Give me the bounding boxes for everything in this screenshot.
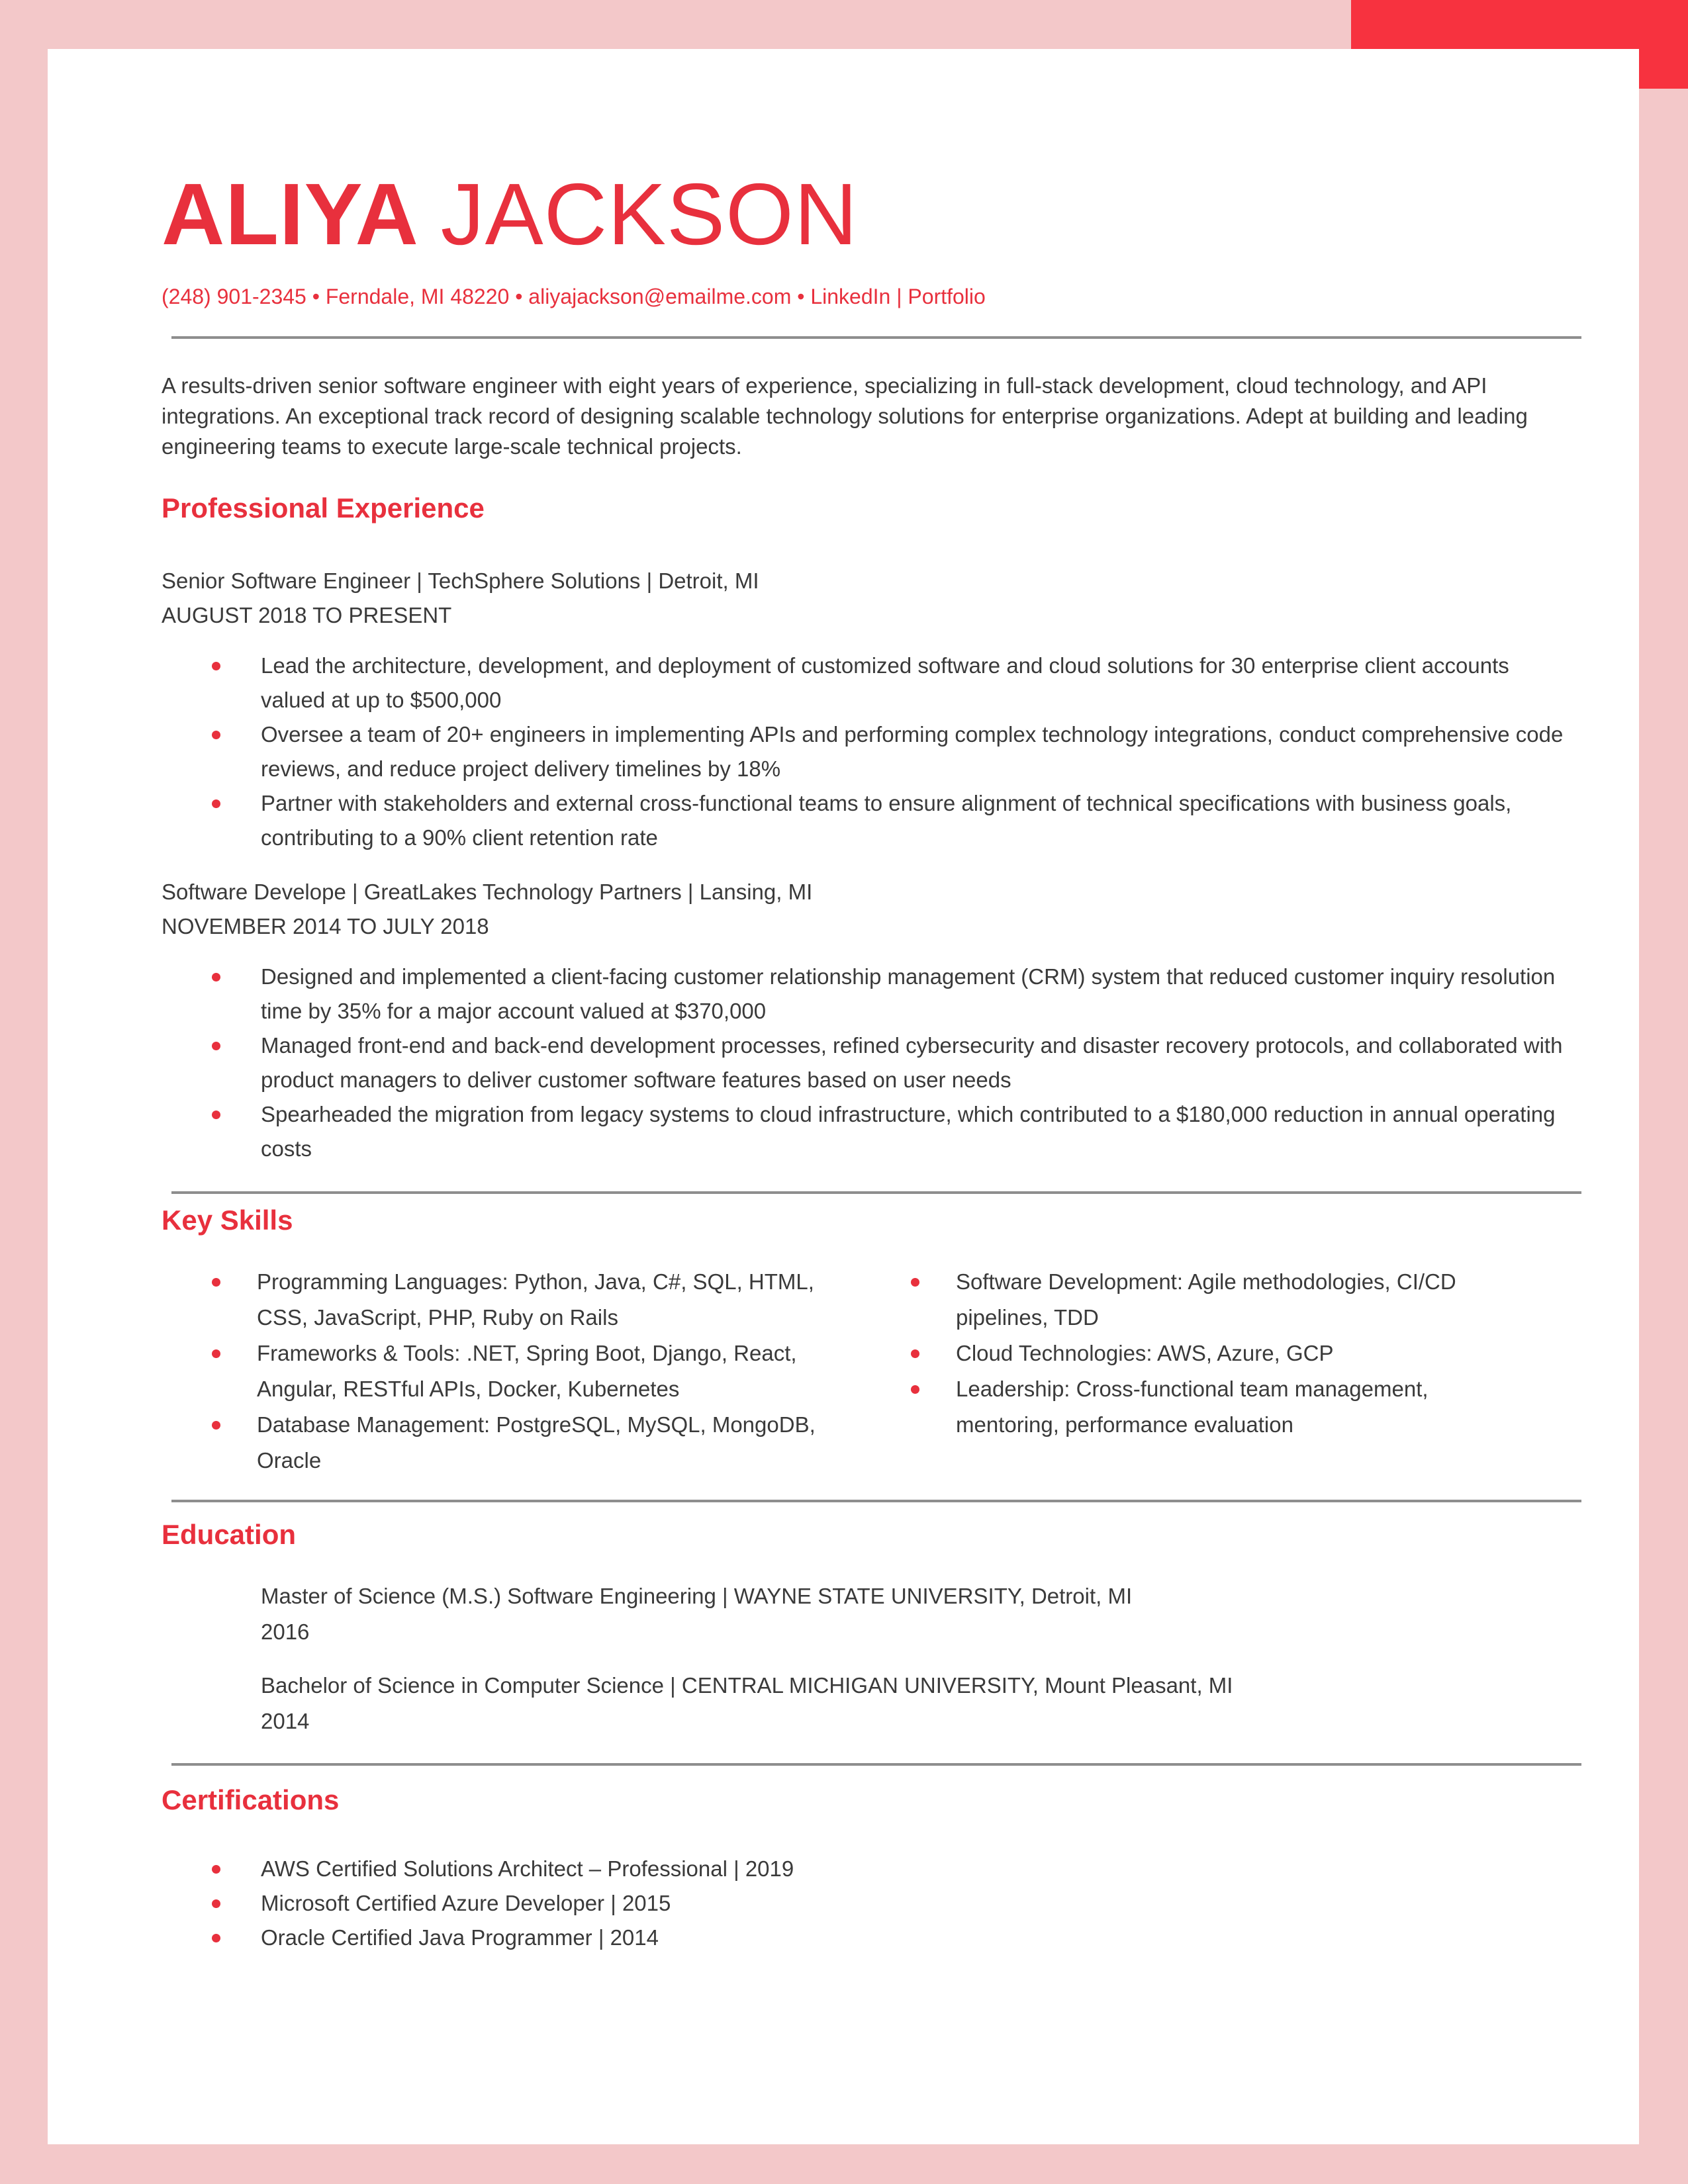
list-item (162, 786, 1578, 855)
bullet-text: Designed and implemented a client-facing customer relationship management (CRM) system that reduced customer inquiry resolution time by 35% for a major account valued at $370,000 (261, 964, 1556, 1023)
list-item (162, 1336, 850, 1407)
bullet-dot-icon (212, 1899, 220, 1908)
education-degree: Master of Science (M.S.) Software Engineering | WAYNE STATE UNIVERSITY, Detroit, MI (261, 1584, 1133, 1608)
bullet-dot-icon (212, 1042, 220, 1050)
bullet-text: Oversee a team of 20+ engineers in implementing APIs and performing complex technology integrations, conduct comprehensive code reviews, and reduce project delivery timelines by 18% (261, 722, 1564, 781)
job-heading: Senior Software Engineer | TechSphere Solutions | Detroit, MI (162, 569, 759, 593)
certification-text: AWS Certified Solutions Architect – Professional | 2019 (261, 1856, 794, 1881)
list-item (861, 1371, 1509, 1443)
job-dates: AUGUST 2018 TO PRESENT (162, 603, 452, 627)
bullet-dot-icon (212, 1421, 220, 1430)
list-item (162, 1407, 850, 1479)
divider (171, 336, 1581, 339)
bullet-dot-icon (212, 1349, 220, 1358)
section-title-education: Education (162, 1519, 297, 1550)
list-item (861, 1336, 1509, 1371)
skill-text: Programming Languages: Python, Java, C#, SQL, HTML, CSS, JavaScript, PHP, Ruby on Rails (257, 1269, 814, 1330)
contact-line: (248) 901-2345 • Ferndale, MI 48220 • aliyajackson@emailme.com • LinkedIn | Portfolio (162, 285, 986, 308)
skills-column-right (861, 1264, 1509, 1443)
list-item (162, 1264, 850, 1336)
bullet-text: Lead the architecture, development, and deployment of customized software and cloud solutions for 30 enterprise client accounts valued at up to $500,000 (261, 653, 1509, 712)
skill-text: Database Management: PostgreSQL, MySQL, MongoDB, Oracle (257, 1412, 816, 1473)
section-title-skills: Key Skills (162, 1205, 293, 1236)
skill-text: Frameworks & Tools: .NET, Spring Boot, Django, React, Angular, RESTful APIs, Docker, Kubernetes (257, 1341, 797, 1401)
job-bullets (162, 960, 1578, 1166)
skills-column-left (162, 1264, 850, 1479)
bullet-dot-icon (212, 799, 220, 808)
job-dates: NOVEMBER 2014 TO JULY 2018 (162, 914, 489, 938)
list-item (861, 1264, 1509, 1336)
bullet-text: Partner with stakeholders and external cross-functional teams to ensure alignment of technical specifications with business goals, contributing to a 90% client retention rate (261, 791, 1512, 850)
section-title-certifications: Certifications (162, 1784, 340, 1815)
bullet-text: Spearheaded the migration from legacy systems to cloud infrastructure, which contributed to a $180,000 reduction in annual operating costs (261, 1102, 1556, 1161)
list-item (162, 1097, 1578, 1166)
bullet-dot-icon (212, 731, 220, 739)
skill-text: Cloud Technologies: AWS, Azure, GCP (956, 1341, 1334, 1365)
divider (171, 1500, 1581, 1502)
certification-list (162, 1852, 1578, 1955)
bullet-dot-icon (911, 1349, 919, 1358)
list-item (162, 1886, 1578, 1921)
list-item (162, 717, 1578, 786)
skill-text: Software Development: Agile methodologies, CI/CD pipelines, TDD (956, 1269, 1456, 1330)
bullet-dot-icon (212, 1278, 220, 1287)
list-item (162, 960, 1578, 1028)
education-year: 2016 (261, 1619, 310, 1644)
divider (171, 1763, 1581, 1766)
bullet-dot-icon (911, 1278, 919, 1287)
bullet-dot-icon (212, 973, 220, 981)
last-name: JACKSON (440, 165, 859, 263)
skill-text: Leadership: Cross-functional team management, mentoring, performance evaluation (956, 1377, 1429, 1437)
bullet-dot-icon (212, 1865, 220, 1874)
divider (171, 1191, 1581, 1194)
first-name: ALIYA (162, 165, 416, 263)
bullet-dot-icon (911, 1385, 919, 1394)
education-year: 2014 (261, 1709, 310, 1733)
job-heading: Software Develope | GreatLakes Technology Partners | Lansing, MI (162, 880, 813, 904)
list-item (162, 1852, 1578, 1886)
bullet-dot-icon (212, 662, 220, 670)
candidate-name (162, 161, 858, 267)
certification-text: Microsoft Certified Azure Developer | 2015 (261, 1891, 671, 1915)
bullet-dot-icon (212, 1934, 220, 1942)
education-degree: Bachelor of Science in Computer Science | CENTRAL MICHIGAN UNIVERSITY, Mount Pleasant, MI (261, 1673, 1233, 1698)
certification-text: Oracle Certified Java Programmer | 2014 (261, 1925, 659, 1950)
list-item (162, 1028, 1578, 1097)
list-item (162, 1921, 1578, 1955)
list-item (162, 649, 1578, 717)
bullet-text: Managed front-end and back-end development processes, refined cybersecurity and disaster recovery protocols, and collaborated with product managers to deliver customer software features based on user needs (261, 1033, 1563, 1092)
resume-page (48, 49, 1639, 2144)
section-title-experience: Professional Experience (162, 492, 485, 523)
summary-paragraph: A results-driven senior software engineer with eight years of experience, specializing in full-stack development, cloud technology, and API integrations. An exceptional track record of designing scalable technology solutions for enterprise organizations. Adept at building and leading engineering teams to execute large-scale technical projects. (162, 373, 1528, 459)
job-bullets (162, 649, 1578, 855)
bullet-dot-icon (212, 1111, 220, 1119)
